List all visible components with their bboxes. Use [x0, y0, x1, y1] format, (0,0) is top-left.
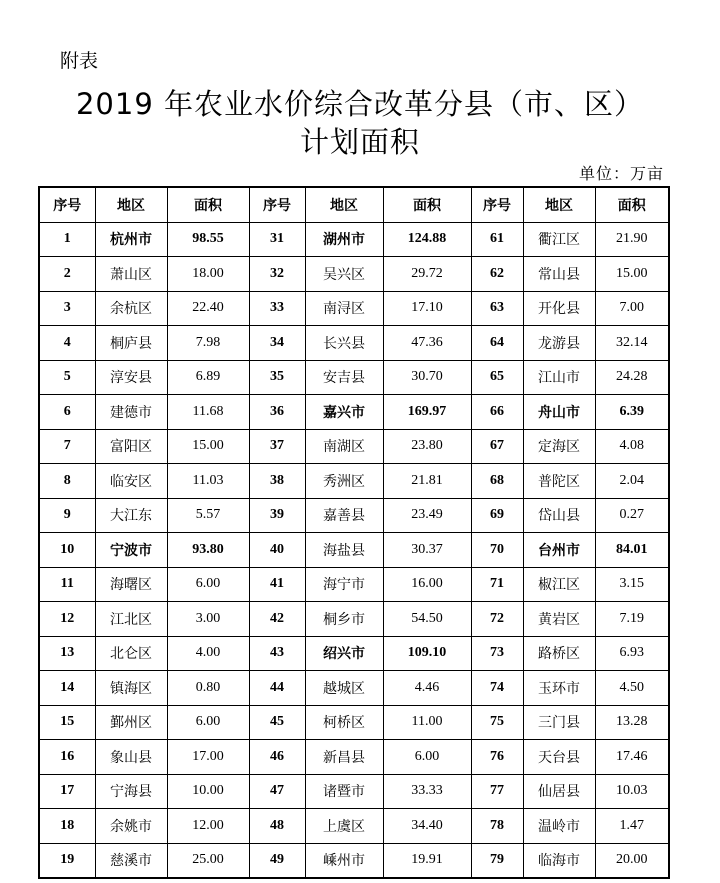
cell-region: 黄岩区 [523, 602, 595, 637]
cell-area: 15.00 [595, 257, 669, 292]
cell-seq: 40 [249, 533, 305, 568]
cell-region: 岱山县 [523, 498, 595, 533]
header-area: 面积 [383, 187, 471, 222]
cell-area: 6.89 [167, 360, 249, 395]
cell-seq: 69 [471, 498, 523, 533]
cell-area: 17.00 [167, 740, 249, 775]
cell-area: 33.33 [383, 774, 471, 809]
table-header-row [39, 187, 669, 222]
cell-area: 21.90 [595, 222, 669, 257]
cell-area: 169.97 [383, 395, 471, 430]
cell-seq: 78 [471, 809, 523, 844]
cell-region: 安吉县 [305, 360, 383, 395]
cell-region: 龙游县 [523, 326, 595, 361]
cell-area: 93.80 [167, 533, 249, 568]
unit-label: 单位：万亩 [578, 164, 664, 183]
cell-area: 47.36 [383, 326, 471, 361]
table-row [39, 291, 669, 326]
cell-region: 南浔区 [305, 291, 383, 326]
cell-area: 12.00 [167, 809, 249, 844]
cell-region: 北仑区 [95, 636, 167, 671]
cell-area: 5.57 [167, 498, 249, 533]
header-region: 地区 [523, 187, 595, 222]
cell-region: 宁海县 [95, 774, 167, 809]
cell-region: 路桥区 [523, 636, 595, 671]
table-row [39, 602, 669, 637]
cell-seq: 43 [249, 636, 305, 671]
cell-seq: 14 [39, 671, 95, 706]
page-title-line2: 计划面积 [299, 125, 420, 159]
cell-seq: 67 [471, 429, 523, 464]
cell-region: 江山市 [523, 360, 595, 395]
table-row [39, 740, 669, 775]
cell-seq: 62 [471, 257, 523, 292]
cell-region: 富阳区 [95, 429, 167, 464]
cell-region: 新昌县 [305, 740, 383, 775]
cell-area: 18.00 [167, 257, 249, 292]
cell-area: 124.88 [383, 222, 471, 257]
table-body [39, 222, 669, 878]
cell-seq: 42 [249, 602, 305, 637]
table-row [39, 326, 669, 361]
cell-region: 桐庐县 [95, 326, 167, 361]
cell-region: 嵊州市 [305, 843, 383, 878]
cell-seq: 39 [249, 498, 305, 533]
cell-area: 25.00 [167, 843, 249, 878]
cell-area: 32.14 [595, 326, 669, 361]
cell-area: 6.93 [595, 636, 669, 671]
cell-area: 34.40 [383, 809, 471, 844]
cell-seq: 48 [249, 809, 305, 844]
cell-area: 7.00 [595, 291, 669, 326]
cell-seq: 6 [39, 395, 95, 430]
cell-region: 绍兴市 [305, 636, 383, 671]
cell-seq: 8 [39, 464, 95, 499]
table-row [39, 498, 669, 533]
cell-region: 海曙区 [95, 567, 167, 602]
header-region: 地区 [305, 187, 383, 222]
cell-region: 临安区 [95, 464, 167, 499]
cell-area: 2.04 [595, 464, 669, 499]
cell-region: 椒江区 [523, 567, 595, 602]
cell-seq: 61 [471, 222, 523, 257]
cell-region: 常山县 [523, 257, 595, 292]
cell-seq: 16 [39, 740, 95, 775]
cell-area: 7.98 [167, 326, 249, 361]
cell-area: 20.00 [595, 843, 669, 878]
cell-area: 11.00 [383, 705, 471, 740]
table-row [39, 705, 669, 740]
cell-seq: 71 [471, 567, 523, 602]
cell-seq: 12 [39, 602, 95, 637]
cell-region: 柯桥区 [305, 705, 383, 740]
table-row [39, 222, 669, 257]
cell-area: 19.91 [383, 843, 471, 878]
cell-area: 7.19 [595, 602, 669, 637]
cell-seq: 37 [249, 429, 305, 464]
cell-area: 6.00 [383, 740, 471, 775]
cell-seq: 79 [471, 843, 523, 878]
table-row [39, 774, 669, 809]
cell-area: 0.27 [595, 498, 669, 533]
cell-seq: 32 [249, 257, 305, 292]
cell-region: 南湖区 [305, 429, 383, 464]
cell-area: 10.00 [167, 774, 249, 809]
table-row [39, 464, 669, 499]
cell-area: 15.00 [167, 429, 249, 464]
header-seq: 序号 [249, 187, 305, 222]
cell-region: 嘉兴市 [305, 395, 383, 430]
cell-region: 衢江区 [523, 222, 595, 257]
table-row [39, 360, 669, 395]
cell-seq: 75 [471, 705, 523, 740]
cell-area: 4.00 [167, 636, 249, 671]
cell-area: 17.10 [383, 291, 471, 326]
cell-region: 普陀区 [523, 464, 595, 499]
cell-region: 鄞州区 [95, 705, 167, 740]
cell-region: 吴兴区 [305, 257, 383, 292]
cell-area: 4.08 [595, 429, 669, 464]
cell-area: 109.10 [383, 636, 471, 671]
cell-seq: 72 [471, 602, 523, 637]
cell-region: 开化县 [523, 291, 595, 326]
cell-seq: 45 [249, 705, 305, 740]
cell-region: 上虞区 [305, 809, 383, 844]
cell-seq: 74 [471, 671, 523, 706]
cell-seq: 46 [249, 740, 305, 775]
cell-seq: 63 [471, 291, 523, 326]
cell-seq: 34 [249, 326, 305, 361]
cell-area: 3.15 [595, 567, 669, 602]
header-area: 面积 [167, 187, 249, 222]
cell-seq: 5 [39, 360, 95, 395]
cell-region: 仙居县 [523, 774, 595, 809]
cell-region: 余姚市 [95, 809, 167, 844]
cell-seq: 47 [249, 774, 305, 809]
cell-seq: 11 [39, 567, 95, 602]
cell-region: 台州市 [523, 533, 595, 568]
cell-region: 余杭区 [95, 291, 167, 326]
cell-seq: 4 [39, 326, 95, 361]
cell-region: 三门县 [523, 705, 595, 740]
cell-seq: 7 [39, 429, 95, 464]
cell-seq: 36 [249, 395, 305, 430]
cell-seq: 41 [249, 567, 305, 602]
cell-seq: 35 [249, 360, 305, 395]
cell-seq: 76 [471, 740, 523, 775]
cell-area: 30.37 [383, 533, 471, 568]
header-seq: 序号 [471, 187, 523, 222]
cell-area: 17.46 [595, 740, 669, 775]
cell-seq: 70 [471, 533, 523, 568]
cell-seq: 66 [471, 395, 523, 430]
table-row [39, 636, 669, 671]
cell-region: 舟山市 [523, 395, 595, 430]
header-region: 地区 [95, 187, 167, 222]
cell-region: 温岭市 [523, 809, 595, 844]
cell-seq: 64 [471, 326, 523, 361]
table-row [39, 395, 669, 430]
table-row [39, 809, 669, 844]
cell-area: 11.03 [167, 464, 249, 499]
table-row [39, 429, 669, 464]
cell-seq: 2 [39, 257, 95, 292]
cell-seq: 18 [39, 809, 95, 844]
cell-region: 宁波市 [95, 533, 167, 568]
cell-region: 秀洲区 [305, 464, 383, 499]
cell-region: 天台县 [523, 740, 595, 775]
cell-seq: 31 [249, 222, 305, 257]
page-title: 2019 年农业水价综合改革分县（市、区） [75, 87, 645, 121]
cell-area: 23.49 [383, 498, 471, 533]
table-row [39, 533, 669, 568]
area-table [38, 186, 670, 879]
cell-area: 4.50 [595, 671, 669, 706]
cell-area: 29.72 [383, 257, 471, 292]
table-row [39, 257, 669, 292]
cell-region: 大江东 [95, 498, 167, 533]
cell-area: 16.00 [383, 567, 471, 602]
cell-area: 1.47 [595, 809, 669, 844]
cell-area: 6.39 [595, 395, 669, 430]
cell-seq: 10 [39, 533, 95, 568]
cell-seq: 77 [471, 774, 523, 809]
cell-seq: 65 [471, 360, 523, 395]
cell-seq: 17 [39, 774, 95, 809]
cell-area: 13.28 [595, 705, 669, 740]
cell-region: 越城区 [305, 671, 383, 706]
table-row [39, 843, 669, 878]
cell-area: 24.28 [595, 360, 669, 395]
cell-region: 萧山区 [95, 257, 167, 292]
cell-area: 6.00 [167, 705, 249, 740]
cell-region: 临海市 [523, 843, 595, 878]
cell-area: 21.81 [383, 464, 471, 499]
header-area: 面积 [595, 187, 669, 222]
cell-region: 诸暨市 [305, 774, 383, 809]
cell-seq: 49 [249, 843, 305, 878]
cell-seq: 33 [249, 291, 305, 326]
cell-area: 10.03 [595, 774, 669, 809]
cell-seq: 9 [39, 498, 95, 533]
cell-area: 11.68 [167, 395, 249, 430]
cell-area: 98.55 [167, 222, 249, 257]
cell-seq: 3 [39, 291, 95, 326]
cell-area: 6.00 [167, 567, 249, 602]
cell-region: 江北区 [95, 602, 167, 637]
cell-region: 杭州市 [95, 222, 167, 257]
cell-area: 4.46 [383, 671, 471, 706]
cell-region: 定海区 [523, 429, 595, 464]
cell-region: 湖州市 [305, 222, 383, 257]
cell-seq: 73 [471, 636, 523, 671]
cell-region: 象山县 [95, 740, 167, 775]
cell-region: 长兴县 [305, 326, 383, 361]
cell-region: 镇海区 [95, 671, 167, 706]
cell-region: 玉环市 [523, 671, 595, 706]
cell-region: 慈溪市 [95, 843, 167, 878]
cell-seq: 15 [39, 705, 95, 740]
cell-region: 嘉善县 [305, 498, 383, 533]
cell-region: 淳安县 [95, 360, 167, 395]
cell-seq: 68 [471, 464, 523, 499]
cell-area: 30.70 [383, 360, 471, 395]
table-row [39, 567, 669, 602]
cell-seq: 13 [39, 636, 95, 671]
cell-region: 海盐县 [305, 533, 383, 568]
cell-seq: 38 [249, 464, 305, 499]
cell-area: 54.50 [383, 602, 471, 637]
table-row [39, 671, 669, 706]
cell-area: 23.80 [383, 429, 471, 464]
cell-area: 0.80 [167, 671, 249, 706]
cell-seq: 19 [39, 843, 95, 878]
cell-area: 3.00 [167, 602, 249, 637]
cell-seq: 1 [39, 222, 95, 257]
header-seq: 序号 [39, 187, 95, 222]
attachment-label: 附表 [60, 50, 99, 72]
cell-seq: 44 [249, 671, 305, 706]
cell-area: 84.01 [595, 533, 669, 568]
cell-region: 建德市 [95, 395, 167, 430]
cell-region: 桐乡市 [305, 602, 383, 637]
cell-area: 22.40 [167, 291, 249, 326]
cell-region: 海宁市 [305, 567, 383, 602]
